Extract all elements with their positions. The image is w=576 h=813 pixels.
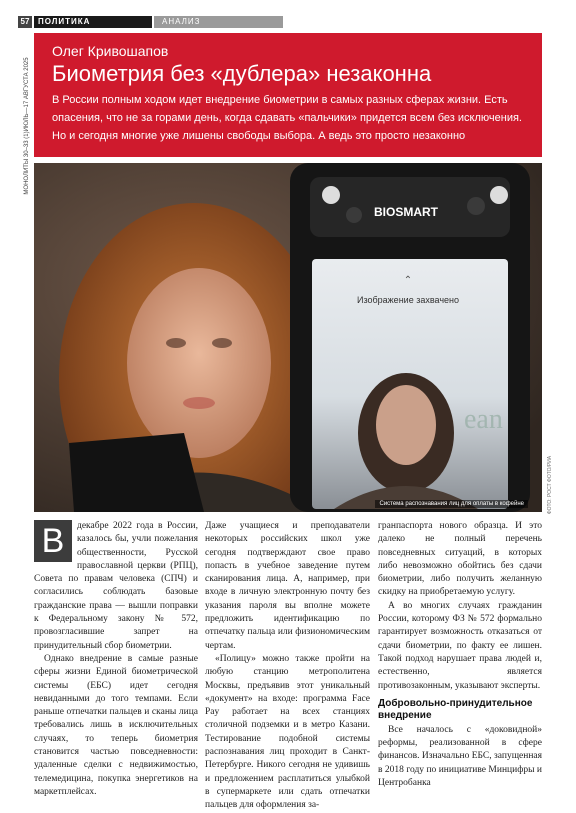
photo-caption: Система распознавания лиц для оплаты в кофейне [375,500,528,508]
paragraph: Однако внедрение в самые разные сферы жизни Единой биометрической системы (ЕБС) идет сегодня невиданными до того темпами. Если раньше отпечатки пальцев и сканы лица требовались лишь в исключительных случаях, то теперь биометрия становится частью повседневности: удаленные сделки с недвижимостью, телемедицина, покупка энергетиков на маркетплейсах. [34,653,198,797]
screen-status-text: Изображение захвачено [357,295,459,305]
subsection-label: АНАЛИЗ [154,16,283,28]
author: Олег Кривошапов [52,43,169,59]
chevron-up-icon: ⌃ [403,275,413,286]
photo-illustration [34,163,542,512]
photo-credit-text: ФОТО: РОСТ ФОТО/РИА [547,455,553,515]
section-label: ПОЛИТИКА [34,16,152,28]
headline-box [34,33,542,157]
subheading: Добровольно-принудительное внедрение [378,697,533,721]
page-number: 57 [18,16,32,28]
drop-cap: В [34,520,72,562]
header-bar [18,16,283,28]
text-column-1 [34,520,198,799]
article-title: Биометрия без «дублера» незаконна [52,61,432,86]
text-column-2 [205,520,370,813]
issue-side-caption-text: МОНОЛИТЫ 30–33 (1)ИЮЛЬ—17 АВГУСТА 2025 [24,57,30,195]
paragraph: гранпаспорта нового образца. И это далеко не полный перечень повседневных ситуаций, в которых либо невозможно обойтись без сдачи биометрии, либо получить желанную скидку на приобретаемую услугу. [378,521,542,598]
issue-side-caption [22,36,32,216]
paragraph: А во многих случаях гражданин России, которому ФЗ № 572 формально гарантирует возможность отказаться от сдачи биометрии, по факту ее лишен. Такой подход нарушает права людей и, естественно, является противозаконным, указывают эксперты. [378,600,542,691]
paragraph: «Полицу» можно также пройти на любую станцию метрополитена Москвы, предъявив этот уникальный «документ» на входе: программа Face Pay работает на всех станциях столичной подземки и в метро Казани. Тестирование подобной системы распознавания лиц проходит в Санкт-Петербурге. Никого сегодня не удивишь и предложением расплатиться улыбкой в супермаркете или сдать отпечатки пальцев для оформления за- [205,653,370,811]
paragraph: декабре 2022 года в России, казалось бы, учли пожелания общественности, Русской православной церкви (РПЦ), Совета по правам человека (СПЧ) и согласились соблюдать базовые гражданские права — вышли поправки к Федеральному закону № 572, провозгласившие запрет на принудительный сбор биометрии. [34,521,198,651]
paragraph: Все началось с «доковидной» реформы, реализованной в сфере финансов. Изначально ЕБС, запущенная в 2018 году по инициативе Минцифры и Центробанка [378,724,542,789]
svg-text:ean: ean [464,404,503,435]
text-column-3 [378,520,542,790]
lede: В России полным ходом идет внедрение биометрии в самых разных сферах жизни. Есть опасения, что не за горами день, когда сдавать «пальчики» придется всем без исключения. Но и сегодня многие уже лишены свободы выбора. А ведь это просто незаконно [52,94,522,142]
paragraph: Даже учащиеся и преподаватели некоторых российских школ уже сегодня подтверждают свое право попасть в учебное заведение путем сканирования лица. А, например, при входе в личную электронную почту без указания пароля вы вполне можете предложить идентификацию по отпечатку пальца или физиономическим чертам. [205,521,370,651]
photo-credit [546,440,554,530]
article-photo [34,163,542,512]
brand-label: BIOSMART [374,205,438,219]
